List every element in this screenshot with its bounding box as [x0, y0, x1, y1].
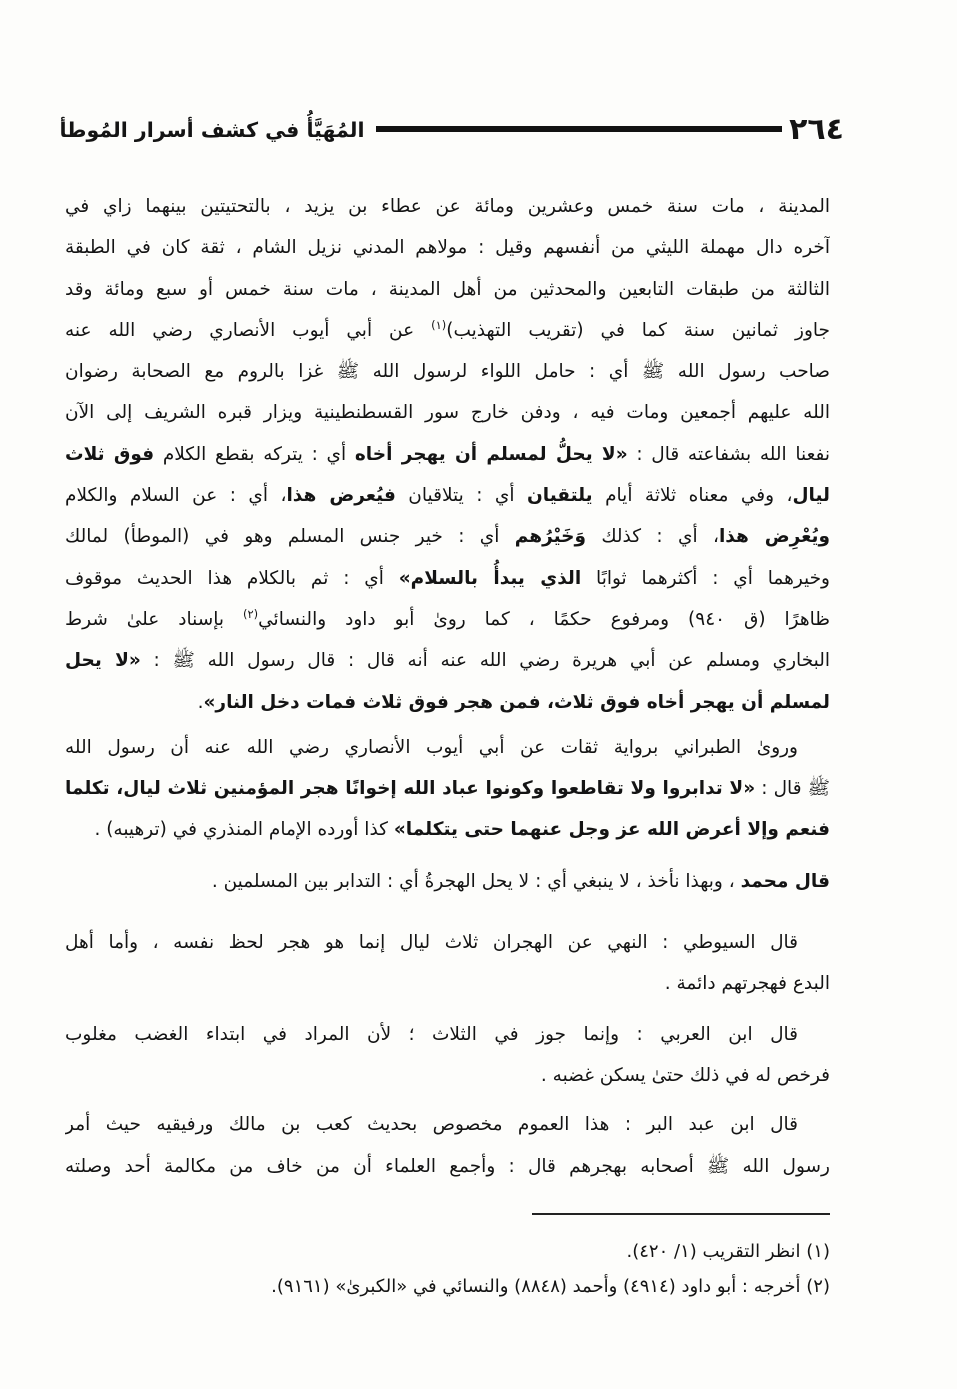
- paragraph: [65, 186, 830, 723]
- emphasized-text: يلتقيان: [526, 485, 593, 507]
- text-segment: الثالثة من طبقات التابعين والمحدثين من أهل المدينة ، مات سنة خمس أو سبع ومائة وقد: [65, 278, 830, 300]
- emphasized-text: قال محمد: [740, 870, 830, 892]
- footnotes: [65, 1234, 830, 1304]
- header-rule: [376, 126, 782, 132]
- text-segment: قال ابن عبد البر : هذا العموم مخصوص بحديث كعب بن مالك ورفيقيه حيث أمر: [65, 1114, 798, 1136]
- text-segment: أي : خير جنس المسلم وهو في (الموطأ) لمالك: [65, 526, 515, 548]
- text-line: [65, 861, 830, 902]
- text-line: [65, 351, 830, 392]
- text-segment: آخره دال مهملة الليثي من أنفسهم وقيل : مولاهم المدني نزيل الشام ، ثقة كان في الطبقة: [65, 237, 830, 259]
- text-segment: أي : يتلاقيان: [395, 485, 527, 507]
- text-segment: ، وبهذا نأخذ ، لا ينبغي أي : لا يحل الهجرةُ أي : التدابر بين المسلمين .: [211, 870, 741, 892]
- emphasized-text: «لا تدابروا ولا تقاطعوا وكونوا عباد الله إخوانًا هجر المؤمنين ثلاث ليال، تكلما: [65, 778, 756, 800]
- text-line: [65, 558, 830, 599]
- footnote-ref: (١): [431, 317, 447, 332]
- text-line: [65, 227, 830, 268]
- text-segment: ﷺ قال :: [755, 778, 830, 800]
- text-segment: ، أي : كذلك: [585, 526, 719, 548]
- text-segment: صاحب رسول الله ﷺ أي : حامل اللواء لرسول الله ﷺ غزا بالروم مع الصحابة رضوان: [65, 361, 830, 383]
- text-line: [65, 682, 830, 723]
- footnote: (٢) أخرجه : أبو داود (٤٩١٤) وأحمد (٨٨٤٨) والنسائي في «الكبرىٰ» (٩١٦١).: [271, 1276, 830, 1297]
- text-line: [65, 186, 830, 227]
- text-line: [65, 922, 830, 963]
- text-line: [65, 269, 830, 310]
- text-segment: البخاري ومسلم عن أبي هريرة رضي الله عنه أنه قال : قال رسول الله ﷺ :: [140, 650, 830, 672]
- emphasized-text: «لا يحلُّ لمسلم أن يهجر أخاه: [354, 443, 628, 465]
- text-segment: فرخص له في ذلك حتىٰ يسكن غضبه .: [540, 1064, 830, 1086]
- text-segment: ، أي : عن السلام والكلام: [65, 485, 287, 507]
- text-segment: البدع فهجرتهم دائمة .: [664, 973, 830, 995]
- text-line: [65, 434, 830, 475]
- text-segment: ، وفي معناه ثلاثة أيام: [592, 485, 793, 507]
- text-line: [65, 392, 830, 433]
- page-number: ٢٦٤: [789, 112, 844, 147]
- text-segment: نفعنا الله بشفاعته قال :: [627, 443, 830, 465]
- text-segment: أي : يتركه بقطع الكلام: [154, 443, 355, 465]
- text-segment: قال السيوطي : النهي عن الهجران ثلاث ليال إنما هو هجر لحظ نفسه ، وأما أهل: [65, 932, 798, 954]
- paragraph: [65, 1104, 830, 1187]
- text-segment: الله عليهم أجمعين ومات فيه ، ودفن خارج سور القسطنطينية ويزار قبره الشريف إلى الآن: [65, 402, 830, 424]
- paragraph: [65, 1014, 830, 1097]
- footnote-separator: [532, 1213, 830, 1215]
- text-segment: أي : ثم بالكلام هذا الحديث موقوف: [65, 567, 399, 589]
- text-segment: وخيرهما أي : أكثرهما ثوابًا: [581, 567, 830, 589]
- paragraph: [65, 727, 830, 851]
- emphasized-text: فيُعرض هذا: [286, 485, 396, 507]
- text-segment: قال ابن العربي : وإنما جوز في الثلاث ؛ لأن المراد في ابتداء الغضب مغلوب: [65, 1023, 798, 1045]
- emphasized-text: «لا يحل: [65, 650, 141, 672]
- emphasized-text: ليال: [792, 485, 830, 507]
- text-segment: ظاهرًا (ق ٩٤٠) ومرفوع حكمًا ، كما روىٰ أبو داود والنسائي: [258, 608, 830, 630]
- text-segment: رسول الله ﷺ أصحابه بهجرهم قال : وأجمع العلماء أن من خاف من مكالمة أحد وصلته: [65, 1155, 830, 1177]
- text-line: [65, 727, 830, 768]
- text-segment: عن أبي أيوب الأنصاري رضي الله عنه: [65, 319, 432, 341]
- text-line: [65, 963, 830, 1004]
- emphasized-text: فوق ثلاث: [65, 443, 155, 465]
- footnote-ref: (٢): [243, 606, 259, 621]
- text-line: [65, 310, 830, 351]
- text-line: [65, 599, 830, 640]
- book-title: المُهَيَّأُ في كشف أسرار المُوطأ: [59, 118, 365, 142]
- text-segment: بإسناد علىٰ شرط: [65, 608, 243, 630]
- emphasized-text: الذي يبدأُ بالسلام»: [398, 567, 582, 589]
- text-line: [65, 768, 830, 809]
- text-segment: المدينة ، مات سنة خمس وعشرين ومائة عن عطاء بن يزيد ، بالتحتيتين بينهما زاي في: [65, 196, 830, 217]
- text-segment: جاوز ثمانين سنة كما في (تقريب التهذيب): [446, 319, 830, 341]
- text-line: [65, 1104, 830, 1145]
- text-line: [65, 516, 830, 557]
- text-line: [65, 1014, 830, 1055]
- emphasized-text: فنعم وإلا أعرض الله عز وجل عنهما حتى يتكلما»: [393, 819, 830, 841]
- emphasized-text: لمسلم أن يهجر أخاه فوق ثلاث، فمن هجر فوق ثلاث فمات دخل النار»: [203, 691, 830, 713]
- text-line: [65, 1146, 830, 1187]
- text-line: [65, 640, 830, 681]
- text-segment: كذا أورده الإمام المنذري في (ترهيبه) .: [94, 819, 394, 841]
- text-line: [65, 809, 830, 850]
- paragraph: [65, 922, 830, 1005]
- paragraph: [65, 861, 830, 902]
- text-segment: .: [197, 691, 204, 713]
- text-line: [65, 475, 830, 516]
- body-text: [65, 186, 830, 1187]
- emphasized-text: وَخَيْرُهم: [514, 526, 586, 548]
- text-segment: وروىٰ الطبراني برواية ثقات عن أبي أيوب الأنصاري رضي الله عنه أن رسول الله: [65, 736, 798, 758]
- text-line: [65, 1055, 830, 1096]
- footnote: (١) انظر التقريب (١/ ٤٢٠).: [626, 1241, 830, 1262]
- emphasized-text: ويُعْرِض هذا: [718, 526, 830, 548]
